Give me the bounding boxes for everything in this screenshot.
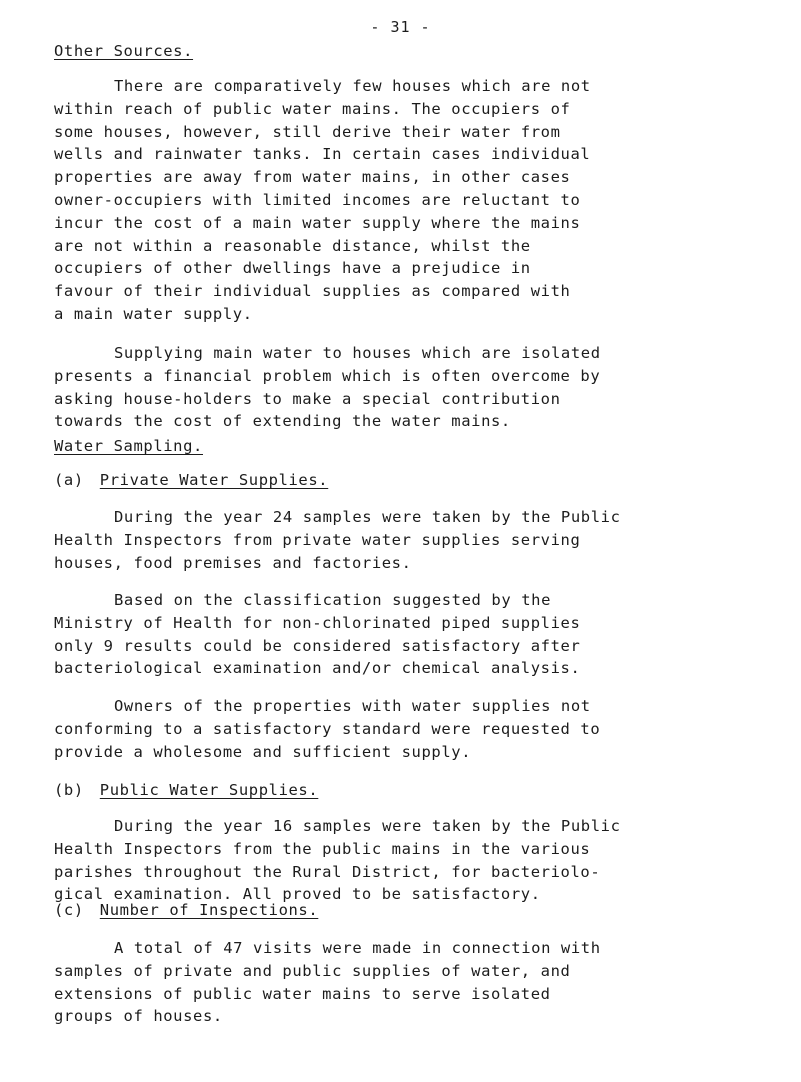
text-line: During the year 16 samples were taken by the Public <box>114 817 621 835</box>
text-line: Owners of the properties with water supplies not <box>114 697 591 715</box>
text-line: A total of 47 visits were made in connection with <box>114 939 601 957</box>
text-line: occupiers of other dwellings have a prejudice in <box>54 259 531 278</box>
section-label-a: (a) <box>54 471 84 489</box>
text-line: parishes throughout the Rural District, for bacteriolo- <box>54 862 601 881</box>
public-supplies-heading: Public Water Supplies. <box>99 781 319 799</box>
text-line: Based on the classification suggested by the <box>114 591 551 609</box>
other-sources-heading: Other Sources. <box>54 42 194 60</box>
private-para-3 <box>54 695 784 763</box>
inspections-heading-block <box>54 899 784 922</box>
page-number: - 31 - <box>370 18 431 36</box>
text-line: presents a financial problem which is often overcome by <box>54 366 601 385</box>
text-line: towards the cost of extending the water mains. <box>54 412 511 431</box>
section-label-c: (c) <box>54 901 84 919</box>
text-line: provide a wholesome and sufficient supply. <box>54 742 472 761</box>
text-line: are not within a reasonable distance, whilst the <box>54 236 531 255</box>
text-line: extensions of public water mains to serve isolated <box>54 984 551 1003</box>
text-line: properties are away from water mains, in other cases <box>54 168 571 187</box>
inspections-heading: Number of Inspections. <box>99 901 319 919</box>
public-para-1 <box>54 815 784 906</box>
text-line: wells and rainwater tanks. In certain cases individual <box>54 145 591 164</box>
text-line: asking house-holders to make a special contribution <box>54 389 561 408</box>
text-line: favour of their individual supplies as compared with <box>54 282 571 301</box>
other-sources-para-2 <box>54 342 784 433</box>
public-supplies-heading-block <box>54 779 784 802</box>
text-line: conforming to a satisfactory standard were requested to <box>54 719 601 738</box>
private-supplies-heading: Private Water Supplies. <box>99 471 329 489</box>
text-line: some houses, however, still derive their water from <box>54 122 561 141</box>
private-supplies-heading-block <box>54 469 784 492</box>
water-sampling-heading-block <box>54 435 784 458</box>
text-line: During the year 24 samples were taken by the Public <box>114 508 621 526</box>
text-line: houses, food premises and factories. <box>54 553 412 572</box>
text-line: gical examination. All proved to be satisfactory. <box>54 885 541 904</box>
text-line: Health Inspectors from the public mains in the various <box>54 839 591 858</box>
private-para-1 <box>54 506 784 574</box>
other-sources-para-1 <box>54 75 784 326</box>
text-line: only 9 results could be considered satisfactory after <box>54 636 581 655</box>
water-sampling-heading: Water Sampling. <box>54 437 203 455</box>
text-line: incur the cost of a main water supply where the mains <box>54 213 581 232</box>
inspections-para-1 <box>54 937 784 1028</box>
text-line: There are comparatively few houses which are not <box>114 77 591 95</box>
text-line: owner-occupiers with limited incomes are reluctant to <box>54 190 581 209</box>
private-para-2 <box>54 589 784 680</box>
text-line: samples of private and public supplies of water, and <box>54 961 571 980</box>
text-line: within reach of public water mains. The occupiers of <box>54 99 571 118</box>
text-line: Ministry of Health for non-chlorinated piped supplies <box>54 613 581 632</box>
text-line: a main water supply. <box>54 304 253 323</box>
text-line: bacteriological examination and/or chemical analysis. <box>54 659 581 678</box>
section-label-b: (b) <box>54 781 84 799</box>
text-line: groups of houses. <box>54 1007 223 1026</box>
other-sources-heading-block <box>54 40 784 63</box>
text-line: Supplying main water to houses which are isolated <box>114 344 601 362</box>
text-line: Health Inspectors from private water supplies serving <box>54 530 581 549</box>
